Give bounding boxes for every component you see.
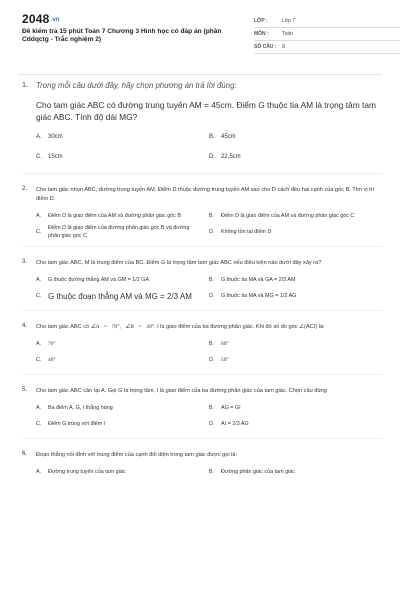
question-text-part: Cho tam giác ABC có: [36, 324, 90, 330]
option-letter: D.: [209, 421, 215, 427]
option-text: 70°: [48, 341, 56, 347]
option-d[interactable]: [209, 352, 382, 368]
option-letter: D.: [209, 154, 215, 160]
option-letter: B.: [209, 341, 215, 347]
question-4: [22, 323, 382, 375]
option-a[interactable]: [36, 272, 209, 288]
option-letter: A.: [36, 405, 42, 411]
option-text: Ba điểm A, G, I thẳng hàng: [48, 405, 113, 411]
option-b[interactable]: [209, 464, 382, 480]
option-text: Đường trung tuyến của tam giác: [48, 469, 126, 475]
option-a[interactable]: [36, 400, 209, 416]
option-text: Điểm G trùng với điểm I: [48, 421, 106, 427]
option-c[interactable]: [36, 288, 209, 304]
question-5: [22, 387, 382, 439]
option-letter: A.: [36, 213, 42, 219]
option-letter: C.: [36, 421, 42, 427]
answer-options: [36, 127, 382, 167]
answer-options: [36, 464, 382, 480]
option-text: G thuộc đoạn thẳng AM và MG = 2/3 AM: [48, 291, 192, 301]
option-text: 30cm: [48, 134, 63, 140]
option-letter: D.: [209, 357, 215, 363]
option-letter: C.: [36, 229, 42, 235]
question-1: [22, 80, 382, 174]
question-text: [36, 323, 382, 332]
option-text: AI = 2/3 AG: [221, 421, 249, 427]
question-instruction: Trong mỗi câu dưới đây, hãy chọn phương án trả lời đúng:: [36, 81, 237, 90]
option-letter: B.: [209, 134, 215, 140]
question-number: 1.: [22, 80, 28, 89]
option-text: Điểm D là giao điểm của AM và đường phân giác góc C: [221, 213, 355, 219]
page-header: [22, 12, 382, 70]
option-text: 45cm: [221, 134, 236, 140]
option-text: 60°: [221, 341, 229, 347]
option-letter: D.: [209, 229, 215, 235]
option-text: Đường phân giác của tam giác: [221, 469, 295, 475]
page-title: Đề kiểm tra 15 phút Toán 7 Chương 3 Hình học có đáp án (phần Cddqctg - Trắc nghiệm 2): [22, 28, 222, 44]
option-letter: B.: [209, 213, 215, 219]
option-text: G thuộc tia MA và GA = 2/3 AM: [221, 277, 296, 283]
meta-value: Toán: [282, 31, 293, 37]
answer-options: [36, 272, 382, 304]
logo-text: 2048: [22, 12, 50, 26]
meta-label: LỚP :: [254, 18, 268, 24]
option-letter: A.: [36, 277, 42, 283]
question-text: Cho tam giác nhọn ABC, đường trung tuyến AM. Điểm D thuộc đường trung tuyến AM sao cho D cách đều hai cạnh của góc B. Tìm vị trí điểm D.: [36, 187, 375, 202]
option-letter: C.: [36, 154, 42, 160]
option-text: AG = GI: [221, 405, 241, 411]
meta-label: MÔN :: [254, 31, 269, 37]
question-6: [22, 451, 382, 486]
question-text: Đoạn thẳng nối đỉnh với trung điểm của cạnh đối diện trong tam giác được gọi là:: [36, 452, 238, 458]
meta-row-count: [254, 41, 400, 54]
angle-formula: ∠A = 70°, ∠B = 30°.: [90, 324, 156, 330]
question-number: 3.: [22, 259, 28, 265]
question-text: Cho tam giác ABC, M là trung điểm của BC. Điểm G là trọng tâm tam giác ABC nếu điều kiện nào dưới đây xảy ra?: [36, 260, 322, 266]
option-letter: A.: [36, 134, 42, 140]
option-letter: C.: [36, 357, 42, 363]
option-text: G thuộc tia MA và MG = 1/2 AG: [221, 293, 297, 299]
meta-value: Lớp 7: [282, 18, 296, 24]
option-b[interactable]: [209, 400, 382, 416]
question-number: 6.: [22, 451, 28, 457]
option-text: G thuộc đường thẳng AM và GM = 1/2 GA: [48, 277, 150, 283]
option-letter: D.: [209, 293, 215, 299]
question-3: [22, 259, 382, 311]
meta-label: SỐ CÂU :: [254, 44, 277, 50]
option-letter: B.: [209, 277, 215, 283]
option-a[interactable]: [36, 208, 209, 224]
question-text: Cho tam giác ABC có đường trung tuyến AM = 45cm. Điểm G thuộc tia AM là trọng tâm tam giác ABC. Tính độ dài MG?: [36, 100, 376, 122]
option-b[interactable]: [209, 127, 382, 147]
question-number: 5.: [22, 387, 28, 393]
option-b[interactable]: [209, 272, 382, 288]
answer-options: [36, 336, 382, 368]
quiz-meta: [254, 15, 400, 54]
meta-row-class: [254, 15, 400, 28]
answer-options: [36, 208, 382, 240]
option-d[interactable]: [209, 288, 382, 304]
question-2: [22, 186, 382, 247]
option-c[interactable]: [36, 352, 209, 368]
option-a[interactable]: [36, 127, 209, 147]
option-b[interactable]: [209, 336, 382, 352]
question-text: Cho tam giác ABC cân tại A. Gọi G là trọng tâm, I là giao điểm của ba đường phân giác của tam giác. Chọn câu đúng: [36, 388, 327, 394]
option-text: Không tồn tại điểm D: [221, 229, 272, 235]
option-text: 40°: [48, 357, 56, 363]
option-letter: A.: [36, 469, 42, 475]
question-text-part: I là giao điểm của ba đường phân giác. Khi đó số đo góc ∠(ACI) là:: [157, 324, 325, 330]
question-list: [22, 80, 382, 498]
option-d[interactable]: [209, 224, 382, 240]
option-a[interactable]: [36, 464, 209, 480]
header-divider: [18, 74, 382, 75]
option-text: Điểm D là giao điểm của AM và đường phân giác góc B: [48, 213, 181, 219]
question-number: 4.: [22, 323, 28, 329]
option-d[interactable]: [209, 147, 382, 167]
option-letter: B.: [209, 469, 215, 475]
option-text: 22,5cm: [221, 154, 241, 160]
option-c[interactable]: [36, 416, 209, 432]
option-text: 50°: [221, 357, 229, 363]
answer-options: [36, 400, 382, 432]
option-c[interactable]: [36, 147, 209, 167]
option-letter: A.: [36, 341, 42, 347]
logo-suffix: .vn: [50, 16, 60, 23]
option-letter: B.: [209, 405, 215, 411]
option-d[interactable]: [209, 416, 382, 432]
option-text: 15cm: [48, 154, 63, 160]
option-a[interactable]: [36, 336, 209, 352]
meta-row-subject: [254, 28, 400, 41]
option-b[interactable]: [209, 208, 382, 224]
option-c[interactable]: [36, 224, 209, 240]
meta-value: 8: [282, 44, 285, 50]
option-letter: C.: [36, 293, 42, 299]
question-number: 2.: [22, 186, 28, 192]
option-text: Điểm D là giao điểm của đường phân giác góc B và đường phân giác góc C: [48, 225, 190, 239]
